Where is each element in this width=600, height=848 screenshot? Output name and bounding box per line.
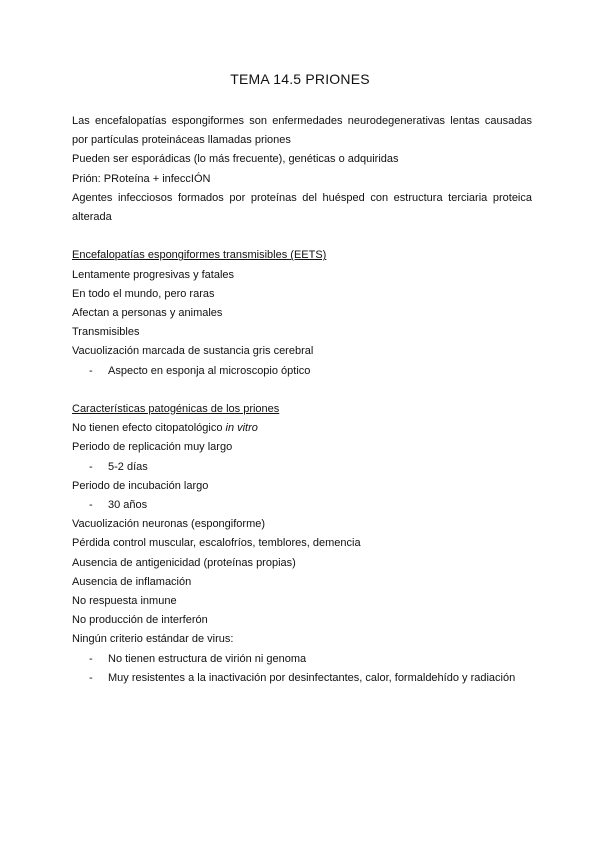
eets-item: Vacuolización marcada de sustancia gris cerebral bbox=[72, 345, 314, 358]
pathogenic-bullet bbox=[72, 496, 532, 515]
bullet-text: Muy resistentes a la inactivación por desinfectantes, calor, formaldehído y radiación bbox=[108, 671, 516, 684]
pathogenic-bullet bbox=[72, 650, 532, 669]
pathogenic-item: Ningún criterio estándar de virus: bbox=[72, 633, 234, 646]
document-body bbox=[72, 112, 532, 688]
pathogenic-text: No tienen efecto citopatológico bbox=[72, 422, 226, 435]
eets-item: En todo el mundo, pero raras bbox=[72, 287, 215, 300]
bullet-text: No tienen estructura de virión ni genoma bbox=[108, 652, 307, 665]
bullet-dash: - bbox=[89, 671, 93, 684]
bullet-dash: - bbox=[89, 652, 93, 665]
bullet-text: 5-2 días bbox=[108, 460, 148, 473]
pathogenic-item: No producción de interferón bbox=[72, 614, 208, 627]
bullet-text: 30 años bbox=[108, 499, 148, 512]
page-title: TEMA 14.5 PRIONES bbox=[230, 71, 370, 87]
intro-paragraph-3: Prión: PRoteína + infeccIÓN bbox=[72, 172, 211, 185]
bullet-text: Aspecto en esponja al microscopio óptico bbox=[108, 364, 311, 377]
eets-bullet bbox=[72, 362, 532, 381]
eets-item: Transmisibles bbox=[72, 326, 140, 339]
eets-item: Lentamente progresivas y fatales bbox=[72, 268, 235, 281]
pathogenic-item: Periodo de replicación muy largo bbox=[72, 441, 233, 454]
pathogenic-item: No respuesta inmune bbox=[72, 595, 177, 608]
pathogenic-item: Pérdida control muscular, escalofríos, temblores, demencia bbox=[72, 537, 361, 550]
spacer bbox=[72, 227, 532, 246]
pathogenic-bullet bbox=[72, 458, 532, 477]
pathogenic-item: Ausencia de inflamación bbox=[72, 575, 192, 588]
bullet-dash: - bbox=[89, 499, 93, 512]
bullet-dash: - bbox=[89, 460, 93, 473]
section-heading-pathogenic: Características patogénicas de los priones bbox=[72, 403, 280, 416]
pathogenic-item: Periodo de incubación largo bbox=[72, 479, 209, 492]
spacer bbox=[72, 381, 532, 400]
pathogenic-item: Ausencia de antigenicidad (proteínas propias) bbox=[72, 556, 296, 569]
pathogenic-bullet bbox=[72, 669, 532, 688]
intro-paragraph-2: Pueden ser esporádicas (lo más frecuente), genéticas o adquiridas bbox=[72, 153, 399, 166]
italic-term: in vitro bbox=[225, 422, 258, 435]
intro-paragraph-1: Las encefalopatías espongiformes son enfermedades neurodegenerativas lentas causadas por partículas proteináceas llamadas priones bbox=[72, 115, 532, 147]
intro-paragraph-4: Agentes infecciosos formados por proteínas del huésped con estructura terciaria proteica alterada bbox=[72, 191, 532, 224]
eets-item: Afectan a personas y animales bbox=[72, 307, 223, 320]
pathogenic-item bbox=[72, 419, 532, 438]
section-heading-eets: Encefalopatías espongiformes transmisibles (EETS) bbox=[72, 249, 327, 262]
pathogenic-item: Vacuolización neuronas (espongiforme) bbox=[72, 518, 266, 531]
bullet-dash: - bbox=[89, 364, 93, 377]
